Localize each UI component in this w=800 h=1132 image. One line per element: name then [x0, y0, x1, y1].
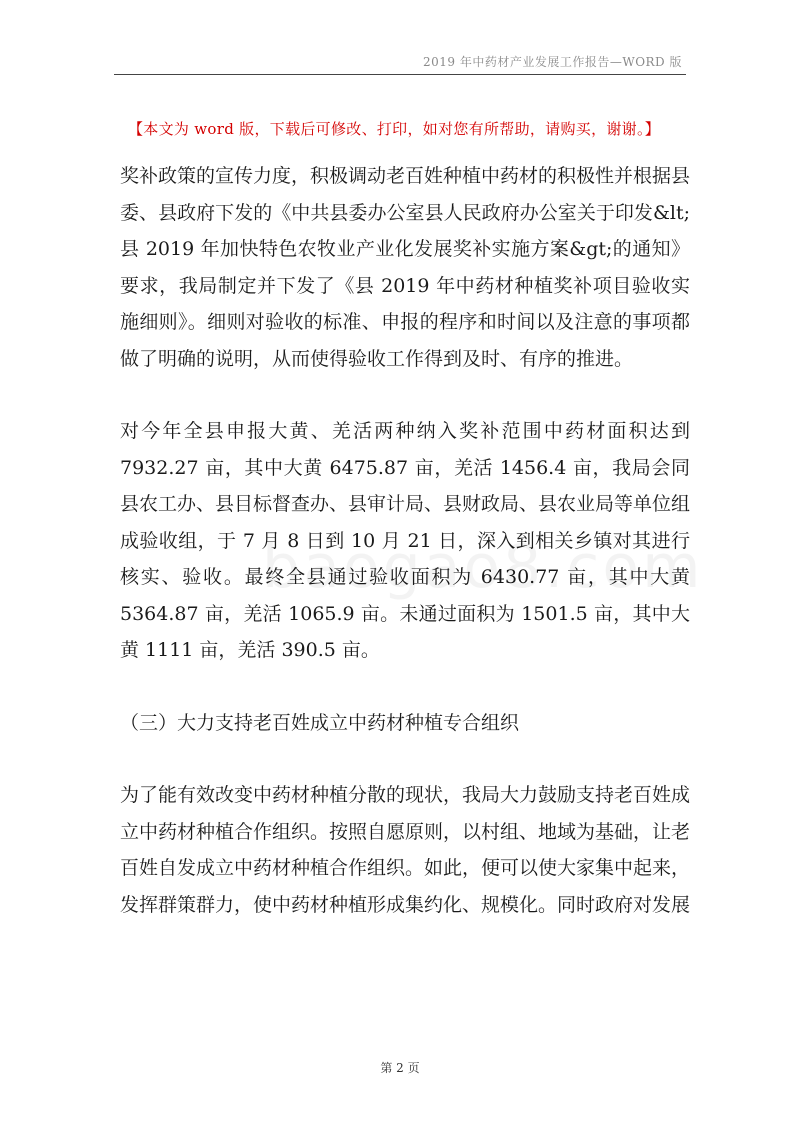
- paragraph-reward-policy: 奖补政策的宣传力度，积极调动老百姓种植中药材的积极性并根据县委、县政府下发的《中共县委办公室县人民政府办公室关于印发&lt;县 2019 年加快特色农牧业产业化发展奖补实施方案&gt;的通知》要求，我局制定并下发了《县 2019 年中药材种植奖补项目验收实施细则》。细则对验收的标准、申报的程序和时间以及注意的事项都做了明确的说明，从而使得验收工作得到及时、有序的推进。: [120, 165, 691, 370]
- section-heading: （三）大力支持老百姓成立中药材种植专合组织: [120, 711, 520, 734]
- paragraph-cooperatives: 为了能有效改变中药材种植分散的现状，我局大力鼓励支持老百姓成立中药材种植合作组织。按照自愿原则，以村组、地域为基础，让老百姓自发成立中药材种植合作组织。如此，便可以使大家集中起来，发挥群策群力，使中药材种植形成集约化、规模化。同时政府对发展: [120, 784, 691, 916]
- paragraph-acceptance-figures: 对今年全县申报大黄、羌活两种纳入奖补范围中药材面积达到 7932.27 亩，其中大黄 6475.87 亩，羌活 1456.4 亩，我局会同县农工办、县目标督查办、县审计局、县财政局、县农业局等单位组成验收组，于 7 月 8 日到 10 月 21 日，深入到相关乡镇对其进行核实、验收。最终全县通过验收面积为 6430.77 亩，其中大黄 5364.87 亩，羌活 1065.9 亩。未通过面积为 1501.5 亩，其中大黄 1111 亩，羌活 390.5 亩。: [120, 420, 691, 661]
- page-header-title: 2019 年中药材产业发展工作报告—WORD 版: [423, 55, 682, 69]
- page-number: 第 2 页: [380, 1061, 420, 1075]
- document-body: [120, 158, 690, 923]
- download-notice: 【本文为 word 版，下载后可修改、打印，如对您有所帮助，请购买，谢谢。】: [128, 120, 661, 138]
- header-divider: [114, 74, 686, 75]
